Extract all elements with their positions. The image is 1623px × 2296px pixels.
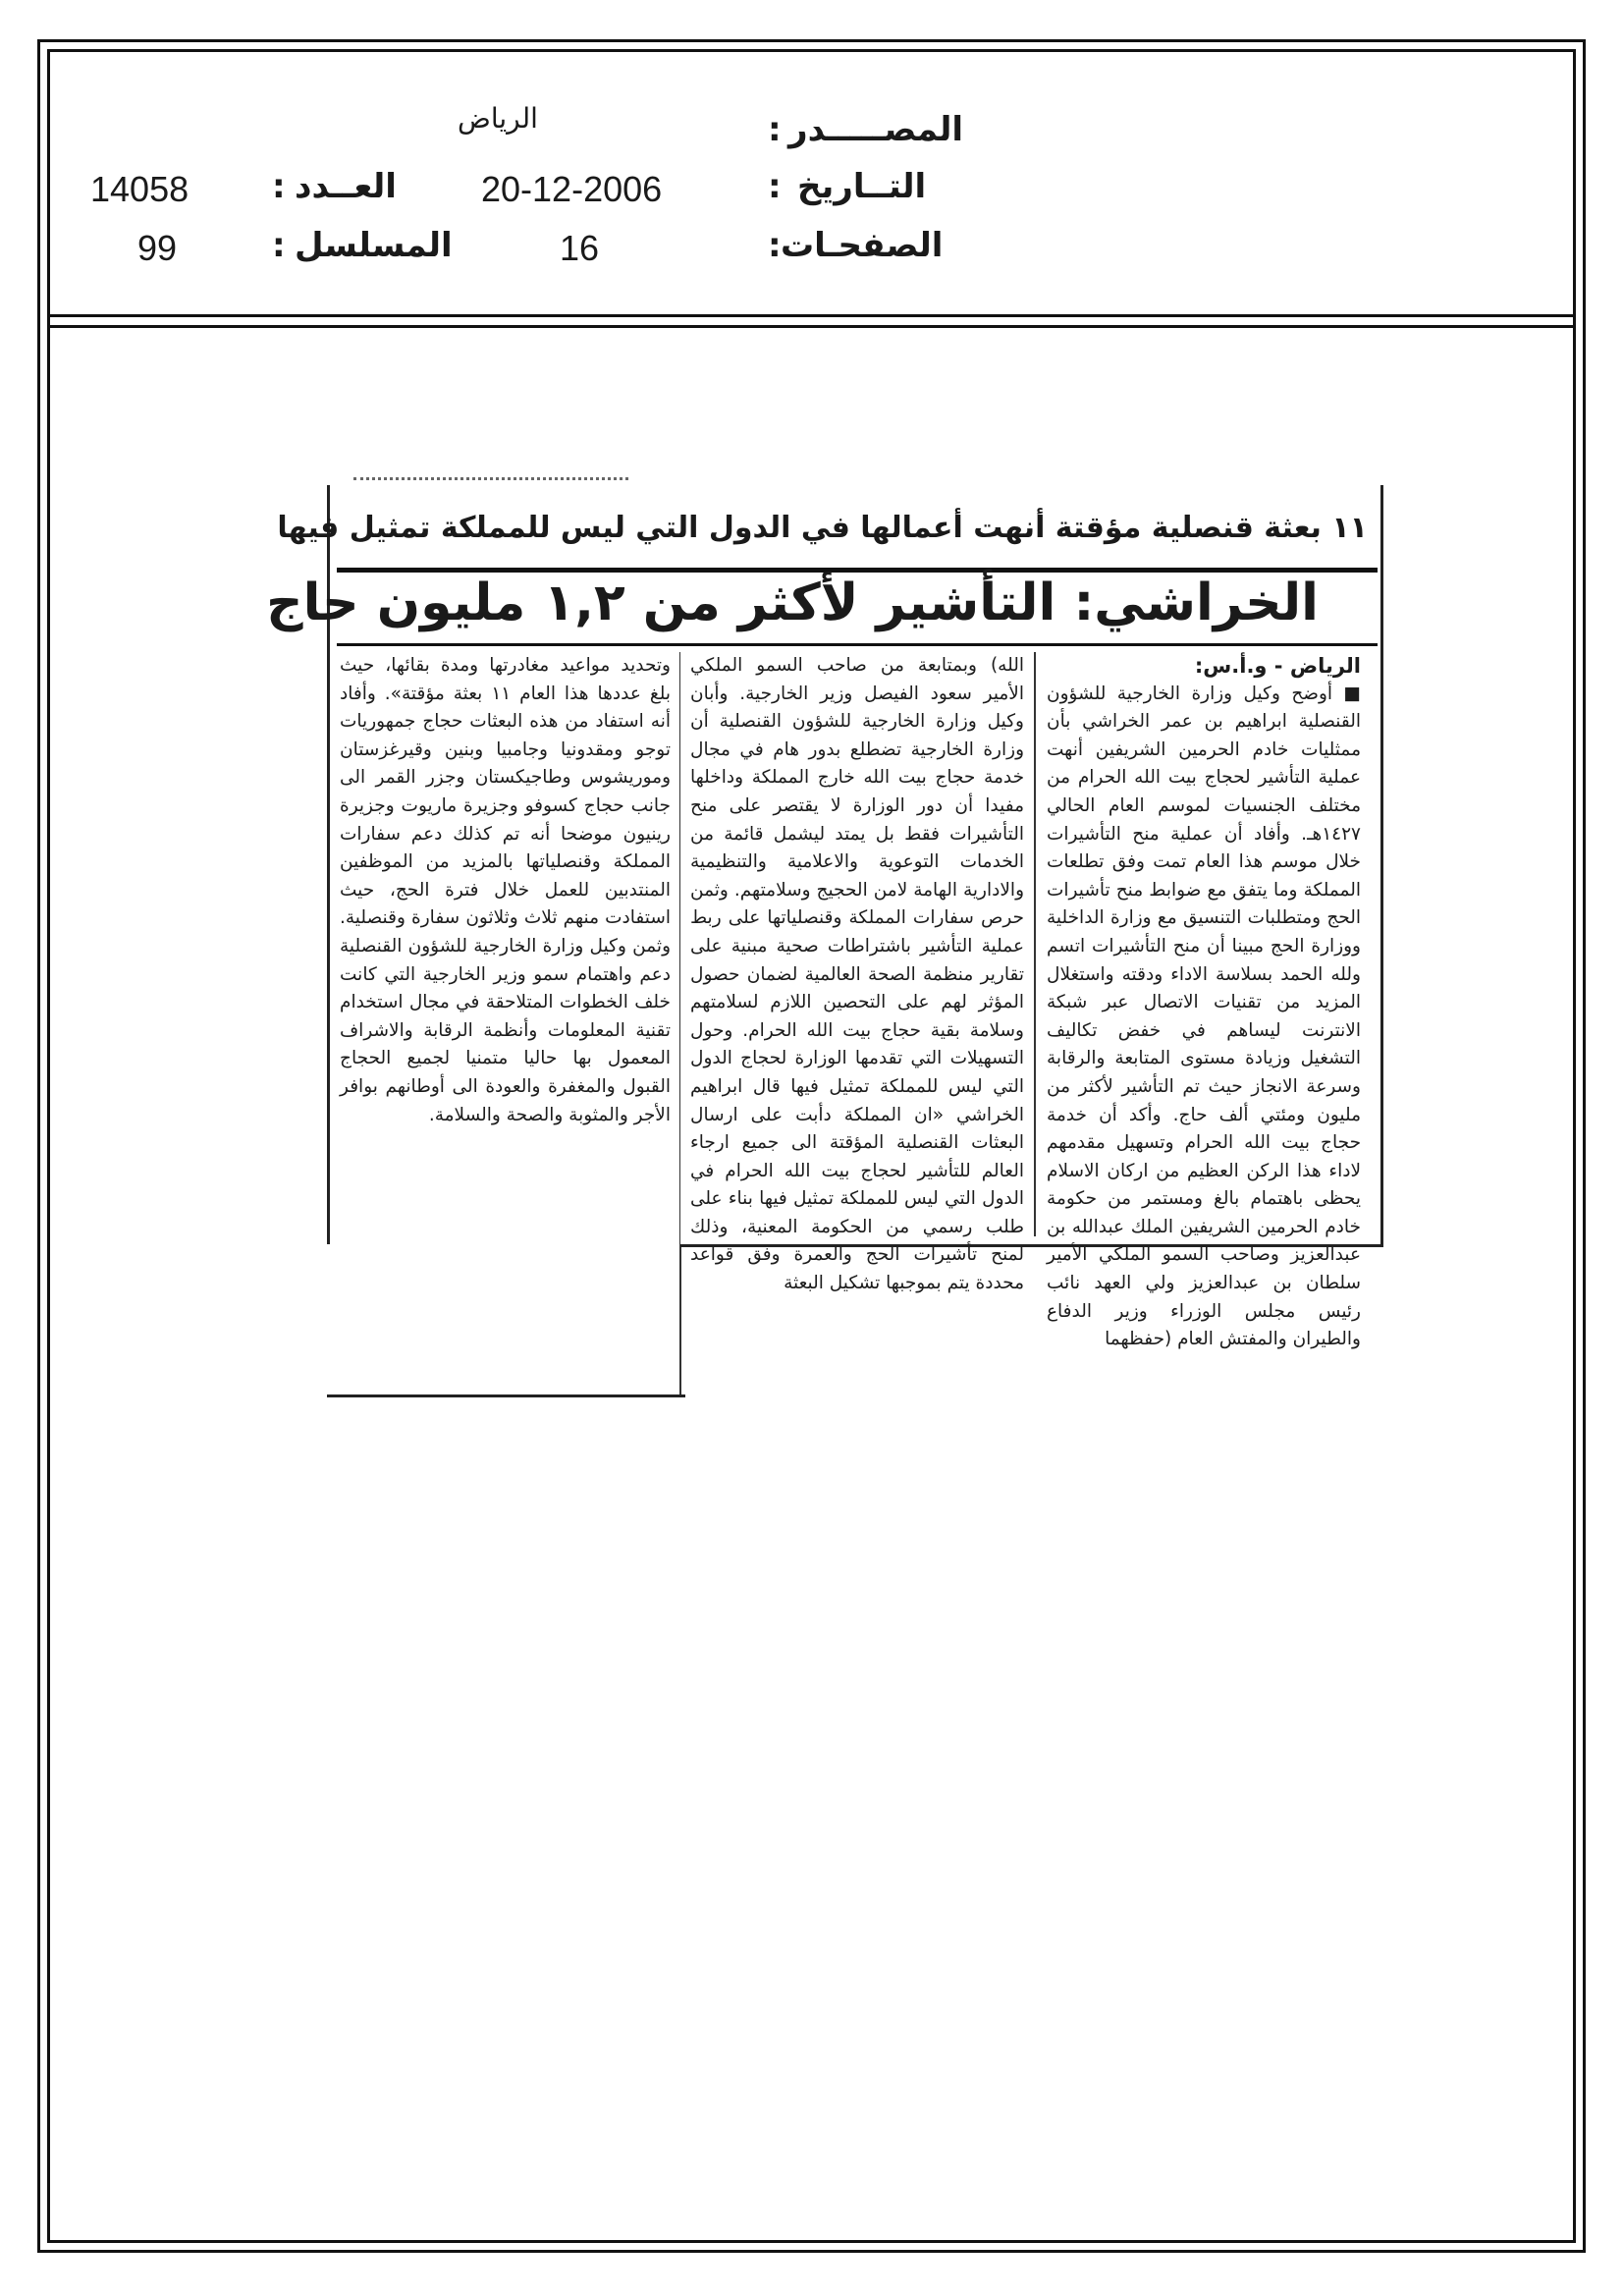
header-divider-double	[47, 325, 1576, 328]
serial-value: 99	[137, 228, 178, 268]
headline-rule-bottom	[337, 643, 1378, 646]
header-divider	[47, 314, 1576, 317]
pages-value: 16	[560, 228, 600, 268]
pages-label: الصفحـات	[781, 226, 944, 265]
article-headline: الخراشي: التأشير لأكثر من ١,٢ مليون حاج	[266, 574, 1319, 632]
serial-colon: :	[272, 226, 286, 265]
column-divider	[679, 652, 680, 1394]
source-label: المصـــــدر	[788, 110, 964, 149]
issue-colon: :	[272, 167, 286, 206]
pages-colon: :	[768, 226, 782, 265]
article-dateline: الرياض - و.أ.س:	[1194, 654, 1361, 678]
article-column-3	[340, 652, 671, 1129]
source-value: الرياض	[458, 102, 538, 135]
source-colon: :	[768, 110, 782, 149]
article-kicker: ١١ بعثة قنصلية مؤقتة أنهت أعمالها في الدول التي ليس للمملكة تمثيل فيها	[277, 511, 1368, 545]
issue-value: 14058	[90, 169, 189, 209]
headline-rule	[337, 568, 1378, 573]
article-column-1-text: ■ أوضح وكيل وزارة الخارجية للشؤون القنصلية ابراهيم بن عمر الخراشي بأن ممثليات خادم الحرمين الشريفين أنهت عملية التأشير لحجاج بيت الله الحرام من مختلف الجنسيات لموسم العام الحالي ١٤٢٧هـ. وأفاد أن عملية منح التأشيرات خلال موسم هذا العام تمت وفق تطلعات المملكة وما يتفق مع ضوابط منح تأشيرات الحج ومتطلبات التنسيق مع وزارة الداخلية ووزارة الحج مبينا أن منح التأشيرات اتسم ولله الحمد بسلاسة الاداء ودقته واستغلال المزيد من تقنيات الاتصال عبر شبكة الانترنت ليساهم في خفض تكاليف التشغيل وزيادة مستوى المتابعة والرقابة وسرعة الانجاز حيث تم التأشير لأكثر من مليون ومئتي ألف حاج. وأكد أن خدمة حجاج بيت الله الحرام وتسهيل مقدمهم لاداء هذا الركن العظيم من اركان الاسلام يحظى باهتمام بالغ ومستمر من حكومة خادم الحرمين الشريفين الملك عبدالله بن عبدالعزيز وصاحب السمو الملكي الأمير سلطان بن عبدالعزيز ولي العهد نائب رئيس مجلس الوزراء وزير الدفاع والطيران والمفتش العام (حفظهما	[1047, 683, 1361, 1350]
article-column-2-text: الله) وبمتابعة من صاحب السمو الملكي الأمير سعود الفيصل وزير الخارجية. وأبان وكيل وزارة الخارجية للشؤون القنصلية أن وزارة الخارجية تضطلع بدور هام في مجال خدمة حجاج بيت الله خارج المملكة وداخلها مفيدا أن دور الوزارة لا يقتصر على منح التأشيرات فقط بل يمتد ليشمل قائمة من الخدمات التوعوية والاعلامية والتنظيمية والادارية الهامة لامن الحجيج وسلامتهم. وثمن حرص سفارات المملكة وقنصلياتها على ربط عملية التأشير باشتراطات صحية مبنية على تقارير منظمة الصحة العالمية لضمان حصول المؤثر لهم على التحصين اللازم لسلامتهم وسلامة بقية حجاج بيت الله الحرام. وحول التسهيلات التي تقدمها الوزارة لحجاج الدول التي ليس للمملكة تمثيل فيها قال ابراهيم الخراشي «ان المملكة دأبت على ارسال البعثات القنصلية المؤقتة الى جميع ارجاء العالم للتأشير لحجاج بيت الله الحرام في الدول التي ليس للمملكة تمثيل فيها بناء على طلب رسمي من الحكومة المعنية، وذلك لمنح تأشيرات الحج والعمرة وفق قواعد محددة يتم بموجبها تشكيل البعثة	[690, 655, 1024, 1294]
article-column-3-text: وتحديد مواعيد مغادرتها ومدة بقائها، حيث بلغ عددها هذا العام ١١ بعثة مؤقتة». وأفاد أنه استفاد من هذه البعثات حجاج جمهوريات توجو ومقدونيا وجامبيا وبنين وقيرغزستان وموريشوس وطاجيكستان وجزر القمر الى جانب حجاج كسوفو وجزيرة ماريوت وجزيرة رينيون موضحا أنه تم كذلك دعم سفارات المملكة وقنصلياتها بالمزيد من الموظفين المنتدبين للعمل خلال فترة الحج، حيث استفادت منهم ثلاث وثلاثون سفارة وقنصلية. وثمن وكيل وزارة الخارجية للشؤون القنصلية دعم واهتمام سمو وزير الخارجية التي كانت خلف الخطوات المتلاحقة في مجال استخدام تقنية المعلومات وأنظمة الرقابة والاشراف المعمول بها حاليا متمنيا لجميع الحجاج القبول والمغفرة والعودة الى أوطانهم بوافر الأجر والمثوبة والصحة والسلامة.	[340, 655, 671, 1125]
date-label: التــاريخ	[797, 167, 927, 206]
article-column-2	[690, 652, 1024, 1298]
article-column-1	[1047, 652, 1361, 1354]
column-divider	[1034, 652, 1036, 1236]
serial-label: المسلسل	[295, 226, 453, 265]
date-value: 20-12-2006	[481, 169, 663, 209]
issue-label: العــدد	[295, 167, 397, 206]
clipping-left-bottom-edge	[327, 1394, 685, 1397]
date-colon: :	[768, 167, 782, 206]
